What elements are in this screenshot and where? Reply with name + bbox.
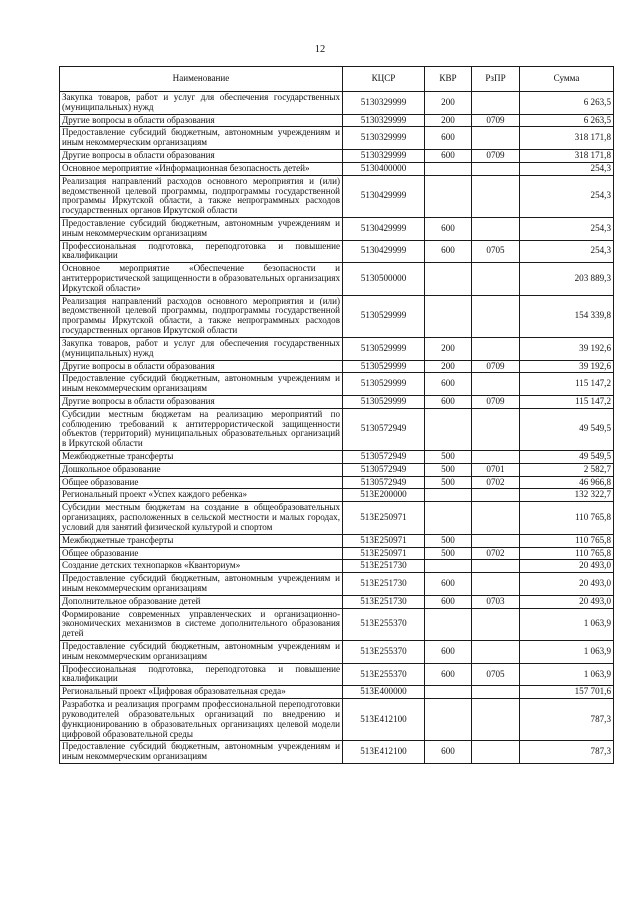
- row-rzpr-cell: [472, 217, 520, 240]
- row-kcsr-cell: 5130529999: [343, 295, 425, 337]
- row-kcsr-cell: 513E255370: [343, 608, 425, 640]
- row-kcsr-cell: 513E250971: [343, 502, 425, 534]
- row-name-cell: Дошкольное образование: [60, 463, 343, 476]
- page-number: 12: [314, 44, 326, 55]
- table-row: [60, 463, 614, 476]
- row-rzpr-cell: [472, 573, 520, 596]
- row-rzpr-cell: 0705: [472, 240, 520, 263]
- row-kcsr-cell: 5130529999: [343, 373, 425, 396]
- row-kvr-cell: 200: [425, 114, 472, 127]
- row-sum-cell: 39 192,6: [520, 360, 614, 373]
- row-kvr-cell: 500: [425, 547, 472, 560]
- row-kcsr-cell: 513E251730: [343, 573, 425, 596]
- row-rzpr-cell: 0702: [472, 547, 520, 560]
- row-sum-cell: 110 765,8: [520, 547, 614, 560]
- row-sum-cell: 1 063,9: [520, 608, 614, 640]
- row-kcsr-cell: 5130329999: [343, 127, 425, 150]
- table-row: [60, 360, 614, 373]
- table-row: [60, 395, 614, 408]
- row-sum-cell: 46 966,8: [520, 476, 614, 489]
- row-kcsr-cell: 513E412100: [343, 741, 425, 764]
- table-row: [60, 451, 614, 464]
- row-kvr-cell: 200: [425, 360, 472, 373]
- row-rzpr-cell: [472, 373, 520, 396]
- row-sum-cell: 254,3: [520, 175, 614, 217]
- row-sum-cell: 154 339,8: [520, 295, 614, 337]
- row-name-cell: Предоставление субсидий бюджетным, автономным учреждениям и иным некоммерческим организациям: [60, 127, 343, 150]
- table-row: [60, 408, 614, 450]
- table-row: [60, 686, 614, 699]
- row-kvr-cell: [425, 489, 472, 502]
- row-sum-cell: 49 549,5: [520, 408, 614, 450]
- row-name-cell: Межбюджетные трансферты: [60, 534, 343, 547]
- row-kcsr-cell: 5130429999: [343, 217, 425, 240]
- row-kvr-cell: 600: [425, 373, 472, 396]
- table-row: [60, 175, 614, 217]
- row-name-cell: Закупка товаров, работ и услуг для обеспечения государственных (муниципальных) нужд: [60, 92, 343, 115]
- table-row: [60, 595, 614, 608]
- row-kcsr-cell: 513E255370: [343, 663, 425, 686]
- row-kvr-cell: 500: [425, 463, 472, 476]
- row-name-cell: Закупка товаров, работ и услуг для обеспечения государственных (муниципальных) нужд: [60, 337, 343, 360]
- row-kcsr-cell: 5130529999: [343, 395, 425, 408]
- table-row: [60, 741, 614, 764]
- row-sum-cell: 2 582,7: [520, 463, 614, 476]
- row-name-cell: Реализация направлений расходов основного мероприятия и (или) ведомственной целевой программы, подпрограммы государственной программы Иркутской области, а также непрограммных расходов государственных органов Иркутской области: [60, 295, 343, 337]
- row-kvr-cell: 600: [425, 395, 472, 408]
- row-rzpr-cell: [472, 560, 520, 573]
- row-kcsr-cell: 5130329999: [343, 150, 425, 163]
- column-header-kcsr: КЦСР: [343, 67, 425, 92]
- column-header-sum: Сумма: [520, 67, 614, 92]
- row-sum-cell: 110 765,8: [520, 534, 614, 547]
- row-sum-cell: 110 765,8: [520, 502, 614, 534]
- row-kcsr-cell: 5130329999: [343, 114, 425, 127]
- table-row: [60, 641, 614, 664]
- row-name-cell: Предоставление субсидий бюджетным, автономным учреждениям и иным некоммерческим организациям: [60, 217, 343, 240]
- row-kvr-cell: [425, 560, 472, 573]
- row-rzpr-cell: [472, 263, 520, 295]
- table-row: [60, 608, 614, 640]
- row-kvr-cell: [425, 408, 472, 450]
- row-rzpr-cell: 0705: [472, 663, 520, 686]
- table-row: [60, 534, 614, 547]
- row-kcsr-cell: 5130529999: [343, 337, 425, 360]
- row-kcsr-cell: 5130429999: [343, 240, 425, 263]
- row-name-cell: Субсидии местным бюджетам на реализацию мероприятий по соблюдению требований к антитеррористической защищенности объектов (территорий) муниципальных образовательных организаций в Иркутской области: [60, 408, 343, 450]
- table-row: [60, 489, 614, 502]
- row-kcsr-cell: 5130400000: [343, 162, 425, 175]
- row-kvr-cell: 600: [425, 240, 472, 263]
- row-name-cell: Разработка и реализация программ профессиональной переподготовки руководителей образовательных организаций по внедрению и функционированию в образовательных организациях целевой модели цифровой образовательной среды: [60, 699, 343, 741]
- row-name-cell: Другие вопросы в области образования: [60, 150, 343, 163]
- row-kcsr-cell: 5130572949: [343, 408, 425, 450]
- row-kcsr-cell: 513E255370: [343, 641, 425, 664]
- row-name-cell: Региональный проект «Цифровая образовательная среда»: [60, 686, 343, 699]
- row-rzpr-cell: [472, 408, 520, 450]
- row-rzpr-cell: [472, 699, 520, 741]
- budget-table: [59, 66, 614, 764]
- row-name-cell: Предоставление субсидий бюджетным, автономным учреждениям и иным некоммерческим организациям: [60, 573, 343, 596]
- table-row: [60, 547, 614, 560]
- row-kvr-cell: [425, 608, 472, 640]
- row-rzpr-cell: [472, 337, 520, 360]
- row-kvr-cell: 600: [425, 127, 472, 150]
- table-row: [60, 560, 614, 573]
- row-name-cell: Создание детских технопарков «Кванториум»: [60, 560, 343, 573]
- row-name-cell: Субсидии местным бюджетам на создание в общеобразовательных организациях, расположенных в сельской местности и малых городах, условий для занятий физической культурой и спортом: [60, 502, 343, 534]
- row-sum-cell: 20 493,0: [520, 595, 614, 608]
- table-row: [60, 337, 614, 360]
- row-name-cell: Реализация направлений расходов основного мероприятия и (или) ведомственной целевой программы, подпрограммы государственной программы Иркутской области, а также непрограммных расходов государственных органов Иркутской области: [60, 175, 343, 217]
- row-name-cell: Формирование современных управленческих и организационно-экономических механизмов в системе дополнительного образования детей: [60, 608, 343, 640]
- row-sum-cell: 6 263,5: [520, 114, 614, 127]
- row-sum-cell: 254,3: [520, 162, 614, 175]
- row-sum-cell: 1 063,9: [520, 641, 614, 664]
- table-row: [60, 663, 614, 686]
- column-header-kvr: КВР: [425, 67, 472, 92]
- row-name-cell: Другие вопросы в области образования: [60, 395, 343, 408]
- table-row: [60, 127, 614, 150]
- row-name-cell: Профессиональная подготовка, переподготовка и повышение квалификации: [60, 663, 343, 686]
- row-name-cell: Дополнительное образование детей: [60, 595, 343, 608]
- row-sum-cell: 132 322,7: [520, 489, 614, 502]
- row-kvr-cell: 600: [425, 595, 472, 608]
- table-header-row: [60, 67, 614, 92]
- row-rzpr-cell: [472, 127, 520, 150]
- row-kvr-cell: 600: [425, 641, 472, 664]
- row-sum-cell: 115 147,2: [520, 395, 614, 408]
- row-name-cell: Другие вопросы в области образования: [60, 114, 343, 127]
- row-name-cell: Основное мероприятие «Обеспечение безопасности и антитеррористической защищенности в образовательных организациях Иркутской области»: [60, 263, 343, 295]
- row-kcsr-cell: 5130500000: [343, 263, 425, 295]
- row-sum-cell: 49 549,5: [520, 451, 614, 464]
- table-row: [60, 217, 614, 240]
- row-sum-cell: 787,3: [520, 741, 614, 764]
- column-header-rzpr: РзПР: [472, 67, 520, 92]
- row-rzpr-cell: [472, 92, 520, 115]
- row-rzpr-cell: 0703: [472, 595, 520, 608]
- table-row: [60, 502, 614, 534]
- table-row: [60, 699, 614, 741]
- row-sum-cell: 157 701,6: [520, 686, 614, 699]
- row-rzpr-cell: [472, 686, 520, 699]
- row-kvr-cell: [425, 502, 472, 534]
- row-kvr-cell: [425, 699, 472, 741]
- row-name-cell: Общее образование: [60, 547, 343, 560]
- table-row: [60, 373, 614, 396]
- row-kvr-cell: [425, 295, 472, 337]
- row-kvr-cell: 600: [425, 573, 472, 596]
- row-rzpr-cell: [472, 175, 520, 217]
- row-name-cell: Межбюджетные трансферты: [60, 451, 343, 464]
- row-rzpr-cell: 0701: [472, 463, 520, 476]
- row-kcsr-cell: 5130572949: [343, 476, 425, 489]
- row-kvr-cell: 200: [425, 337, 472, 360]
- row-kvr-cell: 600: [425, 741, 472, 764]
- row-rzpr-cell: 0709: [472, 360, 520, 373]
- row-rzpr-cell: 0709: [472, 114, 520, 127]
- row-rzpr-cell: 0709: [472, 395, 520, 408]
- table-row: [60, 476, 614, 489]
- row-kcsr-cell: 5130529999: [343, 360, 425, 373]
- row-sum-cell: 6 263,5: [520, 92, 614, 115]
- table-row: [60, 162, 614, 175]
- row-kvr-cell: 600: [425, 150, 472, 163]
- row-rzpr-cell: [472, 162, 520, 175]
- row-kcsr-cell: 513E251730: [343, 595, 425, 608]
- row-sum-cell: 20 493,0: [520, 560, 614, 573]
- row-kcsr-cell: 513E250971: [343, 534, 425, 547]
- row-sum-cell: 254,3: [520, 217, 614, 240]
- table-row: [60, 573, 614, 596]
- row-sum-cell: 1 063,9: [520, 663, 614, 686]
- row-rzpr-cell: [472, 502, 520, 534]
- row-rzpr-cell: [472, 741, 520, 764]
- row-kvr-cell: 500: [425, 534, 472, 547]
- row-kvr-cell: 200: [425, 92, 472, 115]
- row-name-cell: Предоставление субсидий бюджетным, автономным учреждениям и иным некоммерческим организациям: [60, 641, 343, 664]
- row-name-cell: Профессиональная подготовка, переподготовка и повышение квалификации: [60, 240, 343, 263]
- table-body: [60, 92, 614, 764]
- row-kcsr-cell: 5130572949: [343, 463, 425, 476]
- row-kcsr-cell: 513E400000: [343, 686, 425, 699]
- row-kcsr-cell: 5130572949: [343, 451, 425, 464]
- row-sum-cell: 115 147,2: [520, 373, 614, 396]
- table-row: [60, 150, 614, 163]
- row-kcsr-cell: 513E250971: [343, 547, 425, 560]
- row-kcsr-cell: 513E412100: [343, 699, 425, 741]
- row-kcsr-cell: 513E251730: [343, 560, 425, 573]
- table-row: [60, 295, 614, 337]
- row-kvr-cell: [425, 263, 472, 295]
- row-rzpr-cell: [472, 451, 520, 464]
- row-sum-cell: 20 493,0: [520, 573, 614, 596]
- row-name-cell: Предоставление субсидий бюджетным, автономным учреждениям и иным некоммерческим организациям: [60, 741, 343, 764]
- row-sum-cell: 254,3: [520, 240, 614, 263]
- row-kvr-cell: [425, 686, 472, 699]
- row-rzpr-cell: [472, 295, 520, 337]
- table-row: [60, 263, 614, 295]
- row-name-cell: Основное мероприятие «Информационная безопасность детей»: [60, 162, 343, 175]
- row-kvr-cell: 600: [425, 217, 472, 240]
- row-name-cell: Региональный проект «Успех каждого ребенка»: [60, 489, 343, 502]
- row-rzpr-cell: [472, 608, 520, 640]
- row-sum-cell: 787,3: [520, 699, 614, 741]
- row-kvr-cell: [425, 175, 472, 217]
- row-sum-cell: 318 171,8: [520, 150, 614, 163]
- column-header-name: Наименование: [60, 67, 343, 92]
- row-rzpr-cell: [472, 534, 520, 547]
- row-sum-cell: 203 889,3: [520, 263, 614, 295]
- row-kcsr-cell: 5130429999: [343, 175, 425, 217]
- row-kvr-cell: 500: [425, 476, 472, 489]
- row-name-cell: Предоставление субсидий бюджетным, автономным учреждениям и иным некоммерческим организациям: [60, 373, 343, 396]
- row-name-cell: Общее образование: [60, 476, 343, 489]
- table-row: [60, 92, 614, 115]
- row-sum-cell: 318 171,8: [520, 127, 614, 150]
- row-kvr-cell: 600: [425, 663, 472, 686]
- row-kvr-cell: [425, 162, 472, 175]
- table-row: [60, 114, 614, 127]
- row-rzpr-cell: 0702: [472, 476, 520, 489]
- row-rzpr-cell: 0709: [472, 150, 520, 163]
- table-row: [60, 240, 614, 263]
- row-kcsr-cell: 513E200000: [343, 489, 425, 502]
- row-rzpr-cell: [472, 641, 520, 664]
- row-kcsr-cell: 5130329999: [343, 92, 425, 115]
- row-rzpr-cell: [472, 489, 520, 502]
- row-sum-cell: 39 192,6: [520, 337, 614, 360]
- row-name-cell: Другие вопросы в области образования: [60, 360, 343, 373]
- row-kvr-cell: 500: [425, 451, 472, 464]
